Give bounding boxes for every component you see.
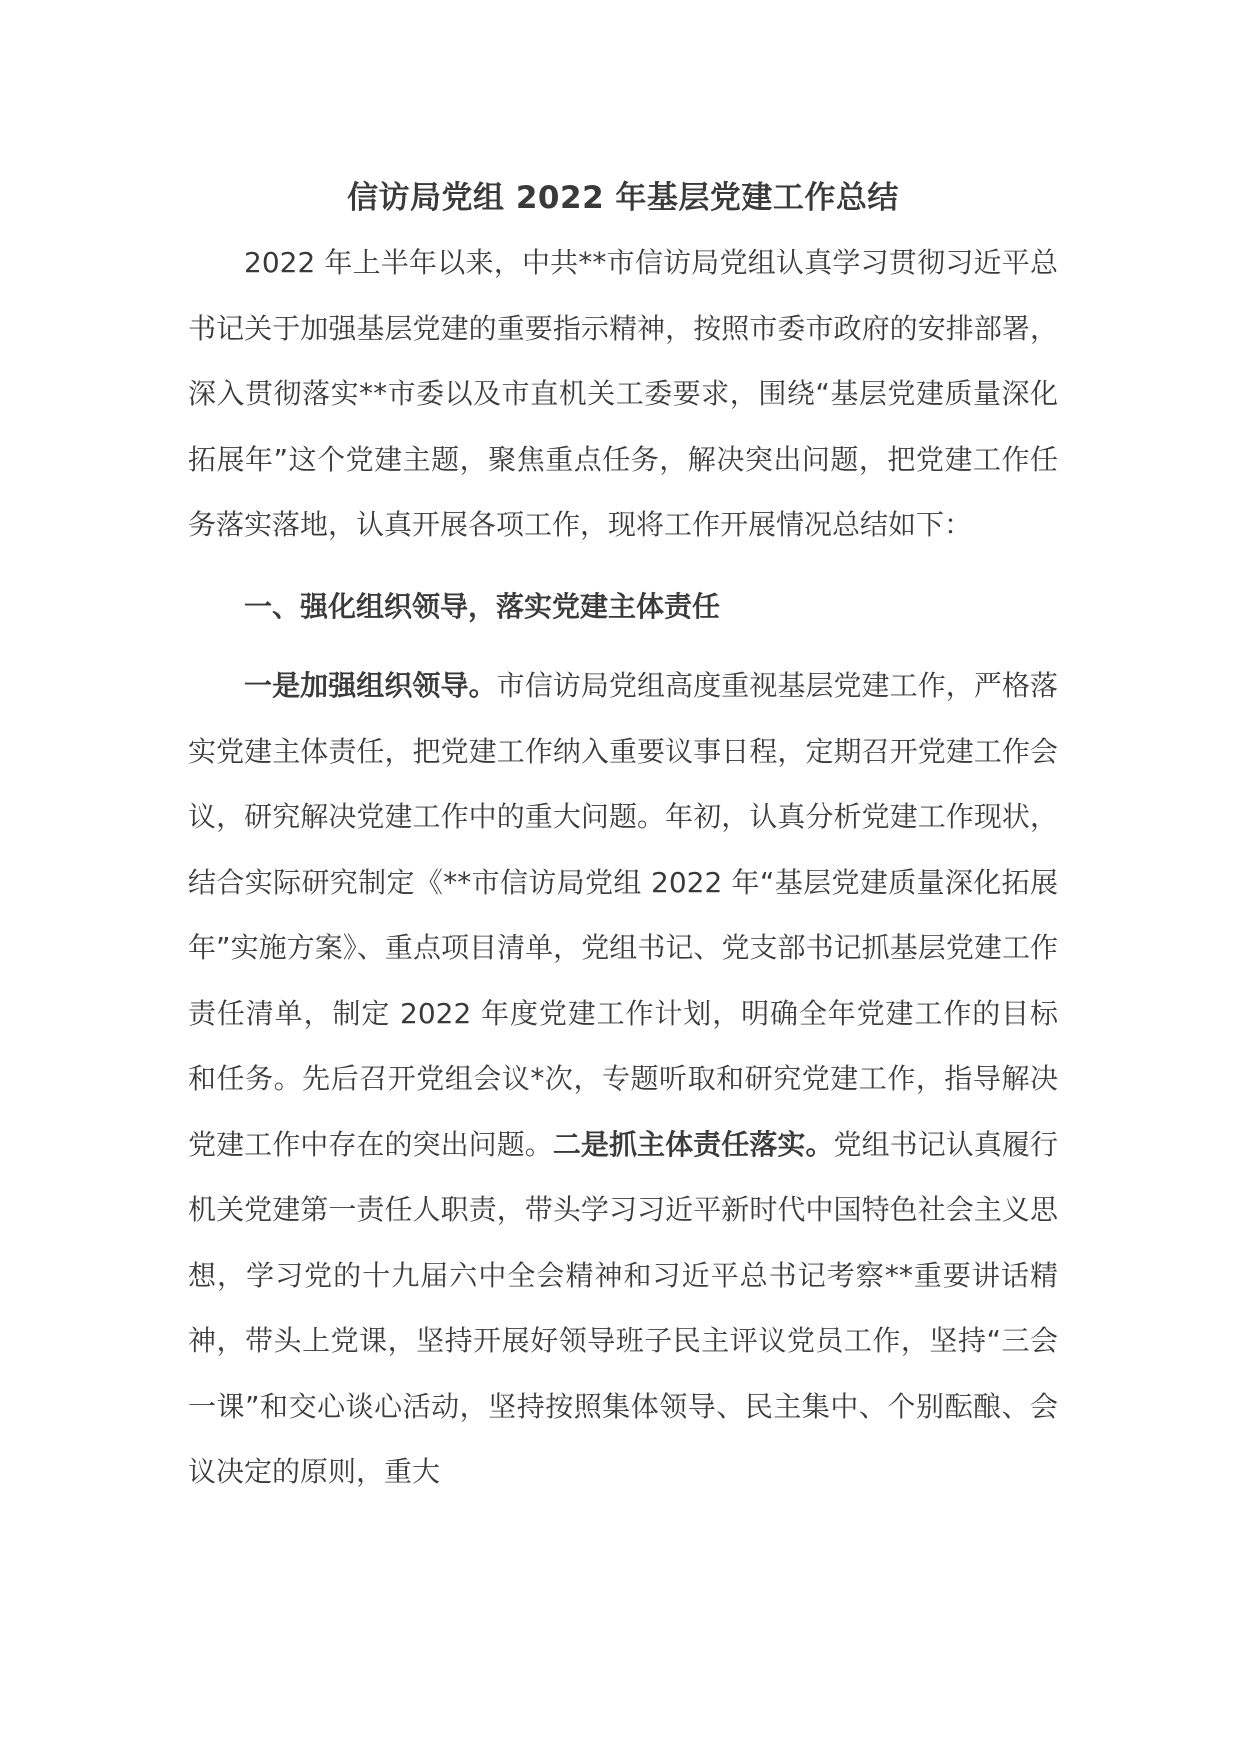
lead-main-responsibility: 二是抓主体责任落实。: [552, 1127, 834, 1161]
document-page: [188, 168, 1058, 1505]
body-strengthen-leadership: 市信访局党组高度重视基层党建工作，严格落实党建主体责任，把党建工作纳入重要议事日程，定期召开党建工作会议，研究解决党建工作中的重大问题。年初，认真分析党建工作现状，结合实际研究制定《**市信访局党组 2022 年“基层党建质量深化拓展年”实施方案》、重点项目清单，党组书记、党支部书记抓基层党建工作责任清单，制定 2022 年度党建工作计划，明确全年党建工作的目标和任务。先后召开党组会议*次，专题听取和研究党建工作，指导解决党建工作中存在的突出问题。: [188, 669, 1058, 1161]
body-main-responsibility: 党组书记认真履行机关党建第一责任人职责，带头学习习近平新时代中国特色社会主义思想，学习党的十九届六中全会精神和习近平总书记考察**重要讲话精神，带头上党课，坚持开展好领导班子民主评议党员工作，坚持“三会一课”和交心谈心活动，坚持按照集体领导、民主集中、个别酝酿、会议决定的原则，重大: [188, 1127, 1058, 1488]
intro-paragraph: 2022 年上半年以来，中共**市信访局党组认真学习贯彻习近平总书记关于加强基层党建的重要指示精神，按照市委市政府的安排部署，深入贯彻落实**市委以及市直机关工委要求，围绕“基层党建质量深化拓展年”这个党建主题，聚焦重点任务，解决突出问题，把党建工作任务落实落地，认真开展各项工作，现将工作开展情况总结如下：: [188, 246, 1058, 541]
section-heading-1: 一、强化组织领导，落实党建主体责任: [244, 589, 721, 623]
section-1-paragraph: [188, 653, 1058, 1505]
lead-strengthen-leadership: 一是加强组织领导。: [244, 669, 497, 702]
document-title: 信访局党组 2022 年基层党建工作总结: [347, 180, 899, 216]
